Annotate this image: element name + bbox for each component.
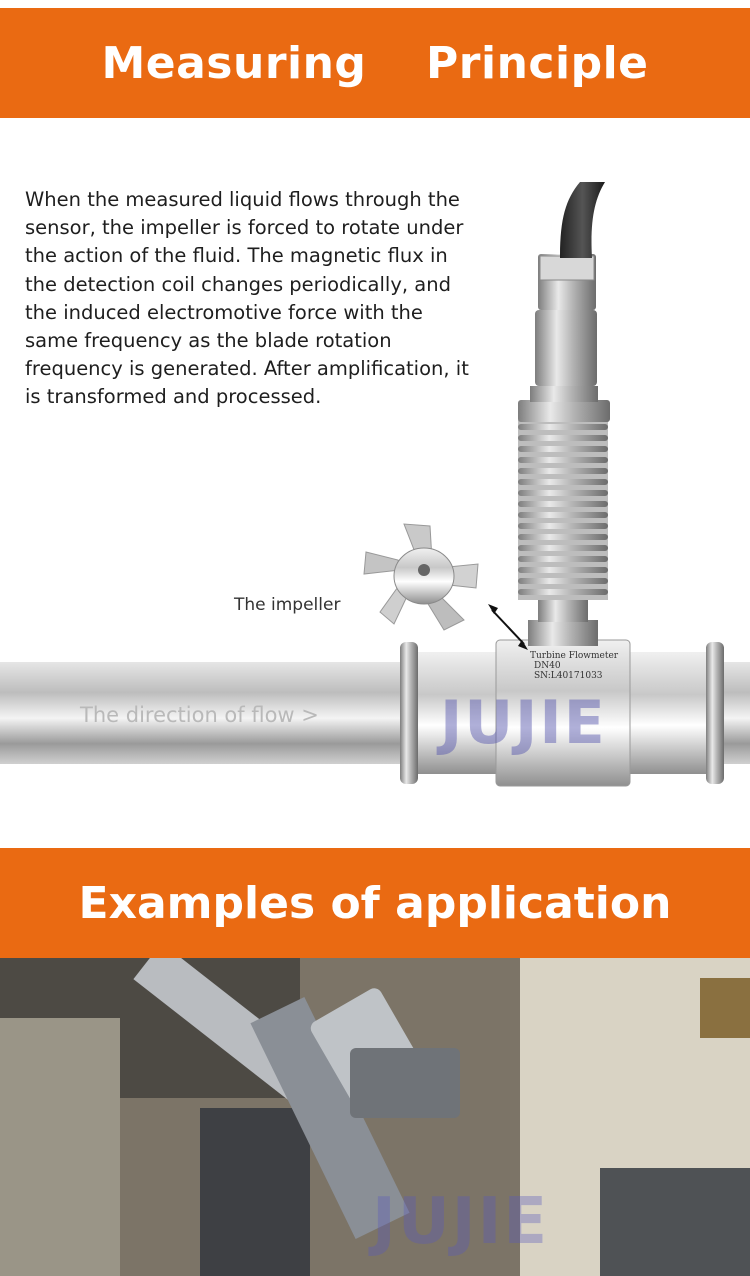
principle-title: Measuring Principle <box>101 37 649 89</box>
meter-label-1: Turbine Flowmeter <box>530 651 619 661</box>
fin <box>518 424 608 430</box>
fin <box>518 512 608 518</box>
fin <box>518 567 608 573</box>
applications-title: Examples of application <box>78 877 672 929</box>
heat-sink-fins <box>518 420 608 600</box>
impeller-label: The impeller <box>234 595 341 615</box>
fin <box>518 534 608 540</box>
cable <box>560 182 605 258</box>
watermark: JUJIE <box>440 688 607 758</box>
flange-right <box>706 642 724 784</box>
meter-label-3: SN:L40171033 <box>534 671 603 681</box>
fin <box>518 523 608 529</box>
watermark-photo: JUJIE <box>372 1185 550 1259</box>
fin <box>518 435 608 441</box>
impeller-icon <box>364 524 478 630</box>
fin <box>518 490 608 496</box>
fin <box>518 501 608 507</box>
fin <box>518 578 608 584</box>
fin <box>518 545 608 551</box>
connector <box>535 310 597 386</box>
fin <box>518 589 608 595</box>
fin <box>518 479 608 485</box>
fin <box>518 457 608 463</box>
flow-direction-label: The direction of flow > <box>80 703 319 727</box>
fin <box>518 446 608 452</box>
meter-label-2: DN40 <box>534 661 561 671</box>
section-title-examples <box>0 848 750 958</box>
flange-left <box>400 642 418 784</box>
fin <box>518 556 608 562</box>
principle-description: When the measured liquid flows through the sensor, the impeller is forced to rotate under the action of the fluid. The magnetic flux in the detection coil changes periodically, and the induced electromotive force with the same frequency as the blade rotation frequency is generated. After amplification, it is transformed and processed. <box>25 188 469 409</box>
fin <box>518 468 608 474</box>
